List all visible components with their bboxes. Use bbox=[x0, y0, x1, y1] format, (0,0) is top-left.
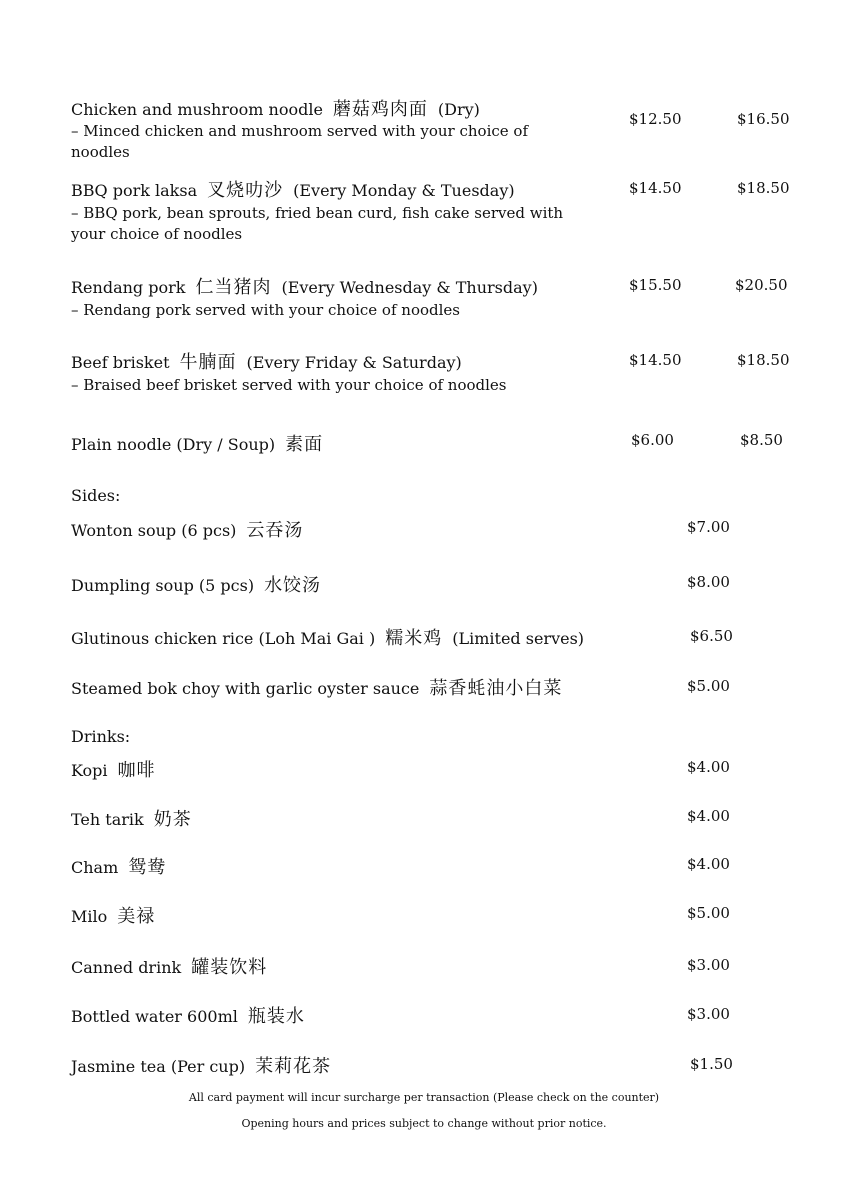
item-name: Beef brisket bbox=[71, 353, 170, 372]
side-item-glutinous-chicken-rice bbox=[71, 624, 584, 650]
footer-surcharge-note: All card payment will incur surcharge per transaction (Please check on the counter) bbox=[188, 1091, 660, 1104]
drink-price: $3.00 bbox=[687, 956, 730, 974]
item-name: Steamed bok choy with garlic oyster sauce bbox=[71, 679, 420, 698]
drink-price: $3.00 bbox=[687, 1005, 730, 1023]
item-description: – Minced chicken and mushroom served with your choice of noodles bbox=[71, 122, 529, 161]
drink-item-canned-drink bbox=[71, 953, 267, 979]
item-name: Milo bbox=[71, 907, 108, 926]
item-name: Jasmine tea (Per cup) bbox=[71, 1057, 246, 1076]
item-chinese-name: 水饺汤 bbox=[264, 575, 322, 596]
item-chinese-name: 瓶装水 bbox=[247, 1006, 305, 1027]
menu-item-beef-brisket bbox=[71, 348, 462, 374]
price-large: $16.50 bbox=[737, 110, 790, 128]
side-price: $5.00 bbox=[687, 677, 730, 695]
side-item-bok-choy bbox=[71, 674, 562, 700]
drink-item-teh-tarik bbox=[71, 805, 192, 831]
side-item-dumpling-soup bbox=[71, 571, 321, 597]
item-name: Plain noodle (Dry / Soup) bbox=[71, 435, 276, 454]
side-item-wonton-soup bbox=[71, 516, 303, 542]
menu-item-plain-noodle bbox=[71, 430, 323, 456]
item-name: Wonton soup (6 pcs) bbox=[71, 521, 237, 540]
item-chinese-name: 罐装饮料 bbox=[191, 957, 268, 978]
price-large: $8.50 bbox=[740, 431, 783, 449]
drink-price: $5.00 bbox=[687, 904, 730, 922]
menu-item-chicken-mushroom-noodle bbox=[71, 95, 480, 121]
item-note: (Every Friday & Saturday) bbox=[246, 353, 462, 372]
drink-item-milo bbox=[71, 902, 155, 928]
item-note: (Every Monday & Tuesday) bbox=[293, 181, 515, 200]
item-description: – Rendang pork served with your choice of noodles bbox=[71, 301, 460, 319]
item-chinese-name: 蒜香蚝油小白菜 bbox=[429, 678, 563, 699]
drink-item-bottled-water bbox=[71, 1002, 305, 1028]
side-price: $7.00 bbox=[687, 518, 730, 536]
item-chinese-name: 素面 bbox=[285, 434, 324, 455]
drink-price: $1.50 bbox=[690, 1055, 733, 1073]
drinks-heading: Drinks: bbox=[71, 727, 131, 746]
side-price: $8.00 bbox=[687, 573, 730, 591]
price-large: $18.50 bbox=[737, 351, 790, 369]
item-chinese-name: 茉莉花茶 bbox=[255, 1056, 332, 1077]
item-chinese-name: 咖啡 bbox=[117, 760, 156, 781]
price-small: $14.50 bbox=[629, 179, 682, 197]
item-name: Canned drink bbox=[71, 958, 182, 977]
item-name: Rendang pork bbox=[71, 278, 186, 297]
drink-price: $4.00 bbox=[687, 807, 730, 825]
price-small: $12.50 bbox=[629, 110, 682, 128]
menu-item-bbq-pork-laksa bbox=[71, 176, 515, 202]
menu-item-rendang-pork bbox=[71, 273, 538, 299]
side-price: $6.50 bbox=[690, 627, 733, 645]
item-name: Chicken and mushroom noodle bbox=[71, 100, 323, 119]
item-chinese-name: 叉烧叻沙 bbox=[207, 180, 284, 201]
drink-item-jasmine-tea bbox=[71, 1052, 331, 1078]
item-chinese-name: 鸳鸯 bbox=[128, 857, 167, 878]
item-name: Bottled water 600ml bbox=[71, 1007, 238, 1026]
item-chinese-name: 云吞汤 bbox=[246, 520, 304, 541]
price-large: $20.50 bbox=[735, 276, 788, 294]
price-large: $18.50 bbox=[737, 179, 790, 197]
price-small: $14.50 bbox=[629, 351, 682, 369]
item-name: Kopi bbox=[71, 761, 108, 780]
item-note: (Every Wednesday & Thursday) bbox=[281, 278, 538, 297]
item-name: Cham bbox=[71, 858, 119, 877]
item-chinese-name: 蘑菇鸡肉面 bbox=[332, 99, 428, 120]
item-note: (Dry) bbox=[437, 100, 480, 119]
item-name: BBQ pork laksa bbox=[71, 181, 198, 200]
item-description: – BBQ pork, bean sprouts, fried bean curd, fish cake served with your choice of noodles bbox=[71, 204, 564, 243]
item-chinese-name: 美禄 bbox=[117, 906, 156, 927]
price-small: $15.50 bbox=[629, 276, 682, 294]
item-note: (Limited serves) bbox=[452, 629, 585, 648]
drink-price: $4.00 bbox=[687, 855, 730, 873]
item-name: Teh tarik bbox=[71, 810, 144, 829]
sides-heading: Sides: bbox=[71, 486, 121, 505]
price-small: $6.00 bbox=[631, 431, 674, 449]
footer-disclaimer: Opening hours and prices subject to change without prior notice. bbox=[241, 1117, 607, 1130]
item-chinese-name: 牛腩面 bbox=[179, 352, 237, 373]
drink-item-cham bbox=[71, 853, 166, 879]
drink-price: $4.00 bbox=[687, 758, 730, 776]
item-chinese-name: 糯米鸡 bbox=[385, 628, 443, 649]
drink-item-kopi bbox=[71, 756, 156, 782]
item-description: – Braised beef brisket served with your choice of noodles bbox=[71, 376, 507, 394]
item-chinese-name: 仁当猪肉 bbox=[195, 277, 272, 298]
item-chinese-name: 奶茶 bbox=[153, 809, 192, 830]
item-name: Glutinous chicken rice (Loh Mai Gai ) bbox=[71, 629, 376, 648]
item-name: Dumpling soup (5 pcs) bbox=[71, 576, 255, 595]
